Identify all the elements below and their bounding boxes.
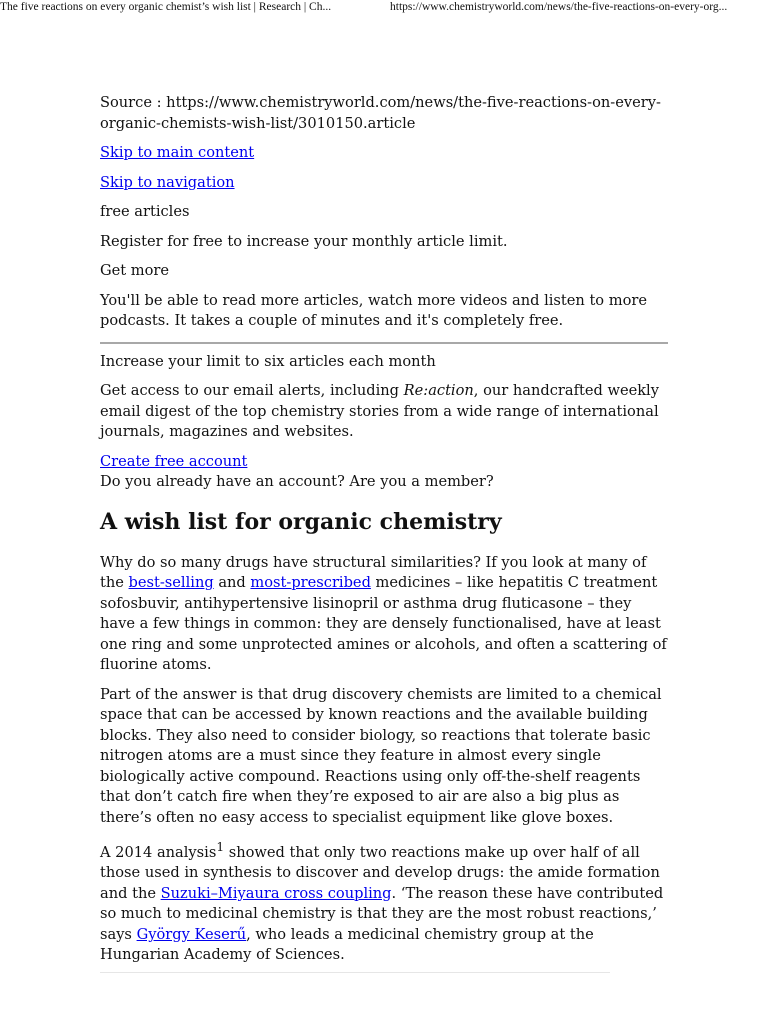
print-header (0, 0, 768, 16)
paragraph-2: Part of the answer is that drug discovery chemists are limited to a chemical space that can be accessed by known reactions and the available building blocks. They also need to consider biology, so reactions that tolerate basic nitrogen atoms are a must since they feature in almost every single biologically active compound. Reactions using only off-the-shelf reagents that don’t catch fire when they’re exposed to air are also a big plus as there’s often no easy access to specialist equipment like glove boxes. (100, 685, 662, 826)
divider (100, 342, 668, 344)
create-account-link[interactable]: Create free account (100, 452, 248, 470)
most-prescribed-link[interactable]: most-prescribed (250, 574, 371, 591)
read-more-text: You'll be able to read more articles, watch more videos and listen to more podcasts. It takes a couple of minutes and it's completely free. (100, 291, 647, 329)
skip-to-navigation-link[interactable]: Skip to navigation (100, 173, 235, 191)
content-end-line (100, 972, 610, 973)
email-alerts-text: Get access to our email alerts, including Re:action, our handcrafted weekly email digest of the top chemistry stories from a wide range of international journals, magazines and websites. (100, 382, 659, 440)
source-line: Source : https://www.chemistryworld.com/news/the-five-reactions-on-every-organic-chemists-wish-list/3010150.article (100, 94, 661, 132)
account-question: Do you already have an account? Are you a member? (100, 473, 494, 490)
paragraph-3: A 2014 analysis$^1$ showed that only two reactions make up over half of all those used in synthesis to discover and develop drugs: the amide formation and the Suzuki–Miyaura cross coupling. ‘The reason these have contributed so much to medicinal chemistry is that they are the most robust reactions,’ says György Keserű, who leads a medicinal chemistry group at the Hungarian Academy of Sciences. (100, 840, 664, 964)
article-heading: A wish list for organic chemistry (100, 508, 502, 535)
free-articles-text: free articles (100, 203, 190, 220)
best-selling-link[interactable]: best-selling (128, 574, 214, 591)
skip-to-main-link[interactable]: Skip to main content (100, 144, 255, 161)
register-text: Register for free to increase your monthly article limit. (100, 232, 508, 250)
article-content (100, 93, 668, 973)
paragraph-1: Why do so many drugs have structural similarities? If you look at many of the best-selling and most-prescribed medicines – like hepatitis C treatment sofosbuvir, antihypertensive lisinopril or asthma drug fluticasone – they have a few things in common: they are densely functionalised, have at least one ring and some unprotected amines or alcohols, and often a scattering of fluorine atoms. (100, 553, 667, 673)
reaction-newsletter-name: Re:action (403, 382, 474, 399)
suzuki-miyaura-link[interactable]: Suzuki–Miyaura cross coupling (160, 884, 392, 902)
page-url: https://www.chemistryworld.com/news/the-five-reactions-on-every-org... (390, 1, 728, 13)
get-more-text: Get more (100, 262, 170, 279)
page-title: The five reactions on every organic chemist’s wish list | Research | Ch... (0, 1, 332, 13)
increase-limit-text: Increase your limit to six articles each month (100, 352, 436, 370)
footnote-ref: 1 (216, 840, 225, 854)
gyorgy-keseru-link[interactable]: György Keserű (136, 925, 247, 943)
